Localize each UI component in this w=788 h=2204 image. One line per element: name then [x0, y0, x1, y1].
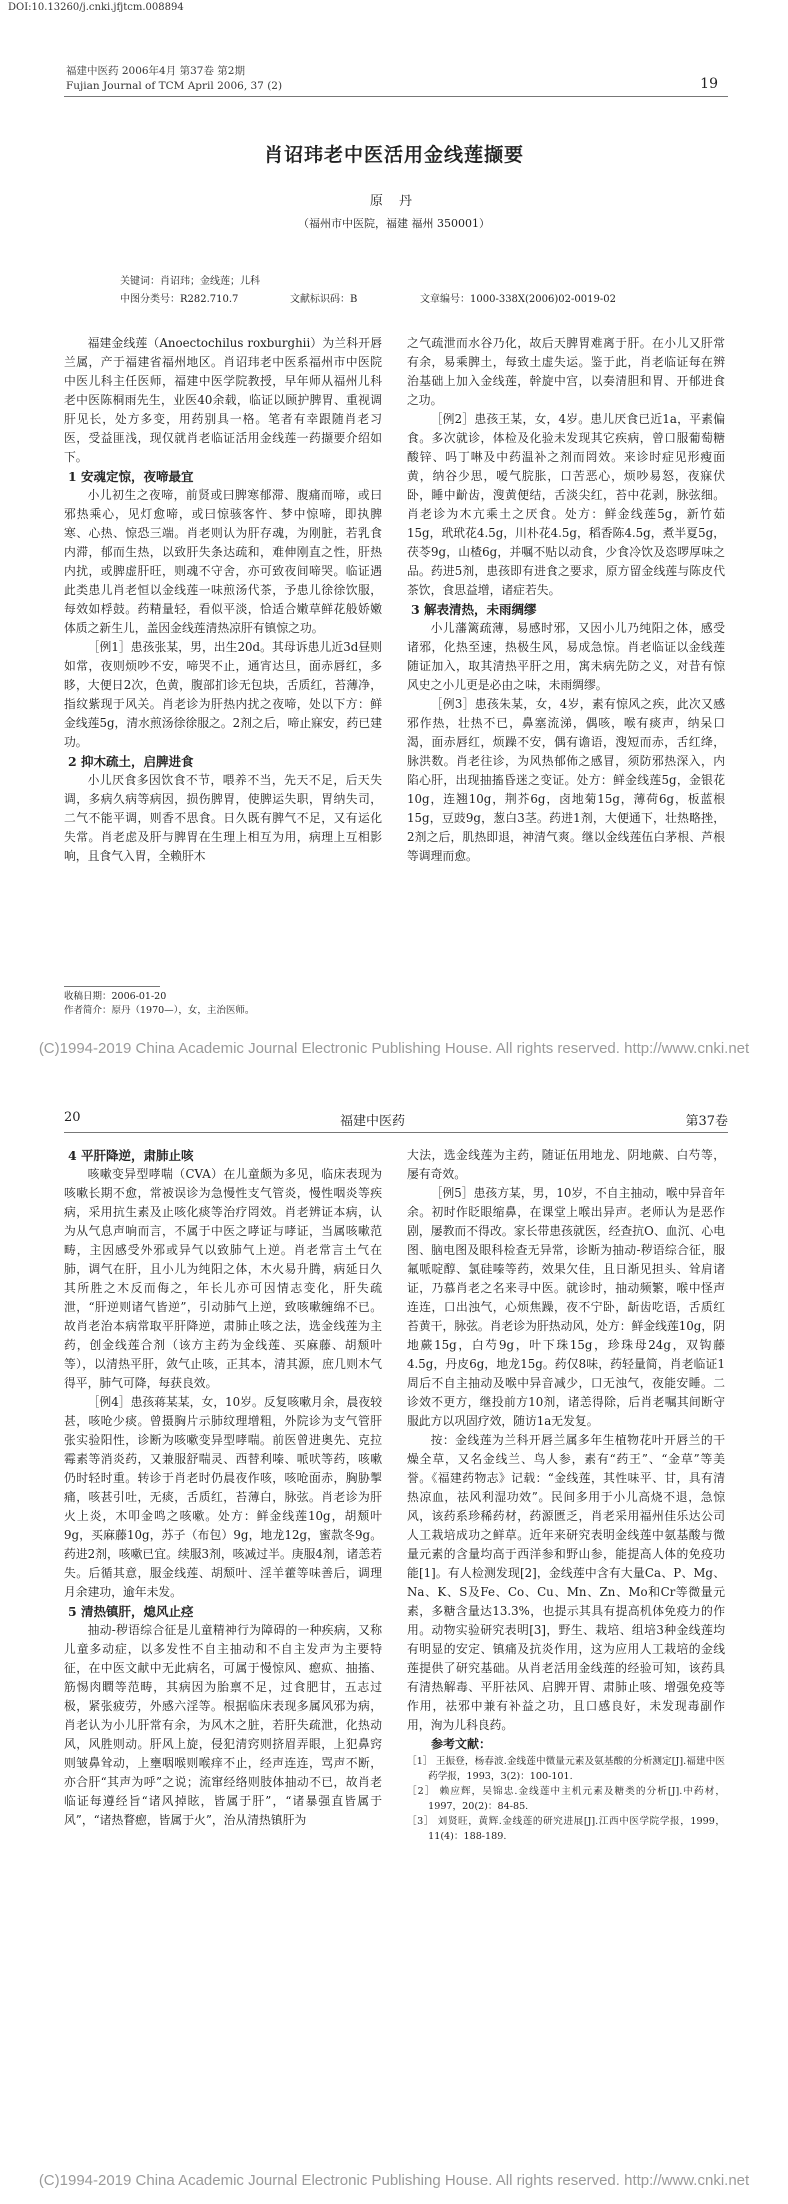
reference-list: [407, 1754, 725, 1844]
reference-item: ［1］ 王振登，杨春波.金线莲中微量元素及氨基酸的分析测定[J].福建中医药学报，1993，3(2)：100-101.: [407, 1756, 725, 1782]
section-heading: 1 安魂定惊，夜啼最宜: [68, 469, 194, 484]
paragraph: 咳嗽变异型哮喘（CVA）在儿童颇为多见，临床表现为咳嗽长期不愈，常被误诊为急慢性支气管炎，慢性咽炎等疾病，采用抗生素及止咳化痰等治疗罔效。肖老辨证本病，认为从气息声响而言，不属于中医之哮证与哮证，当属咳嗽范畴，主因感受外邪或异气以致肺气上逆。肖老常言土气在肺，调气在肝，且小儿为纯阳之体，木火易升腾，病延日久其所胜之木反而侮之，年长儿亦可因情志变化，肝失疏泄，“肝逆则诸气皆逆”，引动肺气上逆，致咳嗽缠绵不已。故肖老治本病常取平肝降逆，肃肺止咳之法，选金线莲为主药，创金线莲合剂（该方主药为金线莲、买麻藤、胡颓叶等），以清热平肝，敛气止咳，正其本，清其源，庶几则木气得平，肺气可降，每获良效。: [64, 1167, 382, 1390]
left-column: [64, 334, 382, 866]
left-column: [64, 1146, 382, 1830]
copyright-watermark: (C)1994-2019 China Academic Journal Electronic Publishing House. All rights reserved. http://www.cnki.net: [38, 1040, 750, 1057]
journal-name-cn: 福建中医药 2006年4月 第37卷 第2期: [66, 65, 245, 77]
case-paragraph: ［例5］患孩方某，男，10岁，不自主抽动，喉中异音年余。初时作眨眼缩鼻，在课堂上喉出异声。老师认为是恶作剧，屡教而不得改。家长带患孩就医，经查抗O、血沉、心电图、脑电图及眼科检查无异常，诊断为抽动-秽语综合征，服氟哌啶醇、氯硅嗪等药，效果欠佳，且日渐见担头、耸肩诸证，乃慕肖老之名来寻中医。就诊时，抽动频繁，喉中怪声连连，口出浊气，心烦焦躁，夜不宁卧，龂齿吃语，舌质红苔黄干，脉弦。肖老诊为肝热动风，处方：鲜金线莲10g，阴地蕨15g，白芍9g，叶下珠15g，珍珠母24g，双钩藤4.5g，丹皮6g，地龙15g。药仅8味，药轻量简，肖老临证1周后不自主抽动及喉中异音减少，口无浊气，夜能安睡。二诊效不更方，继投前方10剂，诸恙得除，后肖老嘱其间断守服此方以巩固疗效，随访1a无发复。: [407, 1186, 725, 1428]
article-number: 文章编号：1000-338X(2006)02-0019-02: [420, 294, 616, 305]
footnote-date: 收稿日期：2006-01-20: [64, 991, 167, 1002]
references-heading: 参考文献：: [431, 1737, 492, 1751]
case-paragraph: ［例4］患孩蒋某某，女，10岁。反复咳嗽月余，晨夜较甚，咳呛少痰。曾摄胸片示肺纹理增粗，外院诊为支气管肝张实验阳性，诊断为咳嗽变异型哮喘。前医曾进奥先、克拉霉素等消炎药，又兼服舒喘灵、西替利嗪、哌吠等药，咳嗽仍时轻时重。转诊于肖老时仍晨夜作咳，咳呛面赤，胸胁掣痛，咳甚引吐，无痰，舌质红，苔薄白，脉弦。肖老诊为肝火上炎，木叩金鸣之咳嗽。处方：鲜金线莲10g，胡颓叶9g，买麻藤10g，苏子（布包）9g，地龙12g，蜜款冬9g。药进2剂，咳嗽已宜。续服3剂，咳减过半。庚服4剂，诸恙若失。后循其意，服金线莲、胡颓叶、淫羊藿等味善后，调理月余建功，逾年未发。: [64, 1395, 382, 1599]
doi-label: DOI:10.13260/j.cnki.jfjtcm.008894: [8, 2, 184, 13]
clc-number: 中图分类号：R282.710.7: [120, 294, 239, 305]
header-rule: [64, 96, 728, 97]
affiliation: （福州市中医院，福建 福州 350001）: [298, 217, 490, 230]
page-number: 20: [64, 1110, 81, 1125]
section-heading: 2 抑木疏土，启脾进食: [68, 754, 194, 769]
doc-code: 文献标识码：B: [290, 294, 358, 305]
commentary-paragraph: 按：金线莲为兰科开唇兰属多年生植物花叶开唇兰的干燥全草，又名金线兰、鸟人参，素有“药王”、“金草”等美誉。《福建药物志》记载：“金线莲，其性味平、甘，具有清热凉血，祛风利湿功效”。民间多用于小儿高烧不退，急惊风，该药系珍稀药材，药源匮乏，肖老采用福州佳乐达公司人工栽培成功之鲜草。近年来研究表明金线莲中氨基酸与微量元素的含量均高于西洋参和野山参，能提高人体的免疫功能[1]。有人检测发现[2]，金线莲中含有大量Ca、P、Mg、Na、K、S及Fe、Co、Cu、Mn、Zn、Mo和Cr等微量元素，多糖含量达13.3%，也提示其具有提高机体免疫力的作用。动物实验研究表明[3]，野生、栽培、组培3种金线莲均有明显的安定、镇痛及抗炎作用，这为应用人工栽培的金线莲提供了研究基础。从肖老活用金线莲的经验可知，该药具有清热解毒、平肝祛风、启脾开胃、肃肺止咳、增强免疫等作用，祛邪中兼有补益之功，且口感良好，未发现毒副作用，洵为儿科良药。: [407, 1433, 725, 1732]
paragraph: 之气疏泄而水谷乃化，故后天脾胃难离于肝。在小儿又肝常有余，易乘脾土，每致土虚失运。鉴于此，肖老临证每在辨治基础上加入金线莲，幹旋中宫，以奏清胆和胃、开郁进食之功。: [407, 336, 725, 407]
section-heading: 3 解表清热，未雨绸缪: [411, 602, 537, 617]
footnote-author: 作者简介：原丹（1970—），女，主治医师。: [64, 1005, 255, 1016]
reference-item: ［3］ 刘贤旺，黄辉.金线莲的研究进展[J].江西中医学院学报，1999，11(4)：188-189.: [407, 1816, 725, 1842]
copyright-watermark: (C)1994-2019 China Academic Journal Electronic Publishing House. All rights reserved. http://www.cnki.net: [38, 2172, 750, 2189]
keywords: 关键词：肖诏玮；金线莲；儿科: [120, 276, 260, 287]
page-20: [0, 1092, 788, 2204]
footnote-rule: [64, 986, 160, 987]
paragraph: 大法，选金线莲为主药，随证伍用地龙、阴地蕨、白芍等，屡有奇效。: [407, 1148, 725, 1181]
paragraph: 小儿藩篱疏薄，易感时邪，又因小儿乃纯阳之体，感受诸邪，化热至速，热极生风，易成急惊。肖老临证以金线莲随证加入，取其清热平肝之用，寓未病先防之义，对昔有惊风史之小儿更是必由之味，未雨绸缪。: [407, 621, 725, 692]
section-heading: 5 清热镇肝，熄风止痉: [68, 1604, 194, 1619]
page-number: 19: [700, 76, 718, 92]
paragraph: 抽动-秽语综合征是儿童精神行为障碍的一种疾病，又称儿童多动症，以多发性不自主抽动和不自主发声为主要特征，在中医文献中无此病名，可属于慢惊风、瘛疭、抽搐、筋惕肉瞤等范畴，其病因为胎禀不足，过食肥甘，五志过极，紧张疲劳，外感六淫等。根据临床表现多属风邪为病，肖老认为小儿肝常有余，为风木之脏，若肝失疏泄，化热动风，风胜则动。肝风上旋，侵犯清窍则挤眉弄眼，上犯鼻窍则皱鼻耸动，上壅咽喉则喉痒不止，经声连连，骂声不断，亦合肝“其声为呼”之说；流窜经络则肢体抽动不已，故肖老临证每遵经旨“诸风掉眩，皆属于肝”，“诸暴强直皆属于风”，“诸热瞀瘛，皆属于火”，治从清热镇肝为: [64, 1623, 382, 1827]
volume-label: 第37卷: [685, 1114, 728, 1129]
page-19: [0, 0, 788, 1090]
journal-header: [66, 64, 282, 94]
article-title: 肖诏玮老中医活用金线莲撷要: [263, 144, 524, 166]
paragraph: 小儿初生之夜啼，前贤或曰脾寒郁滞、腹痛而啼，或曰邪热乘心，见灯愈啼，或曰惊骇客忤、梦中惊啼，即执脾寒、心热、惊恐三端。肖老则认为肝存魂，为刚脏，若乳食内滞，郁而生热，以致肝失条达疏和，难伸刚直之性，肝热内扰，或脾虚肝旺，则魂不守舍，亦可致夜间啼哭。临证遇此类患儿肖老恒以金线莲一味煎汤代茶，予患儿徐徐饮服，每效如桴鼓。药精量轻，看似平淡，恰适合嫩草鲜花般娇嫩体质之新生儿，盖因金线莲清热凉肝有镇惊之功。: [64, 488, 382, 635]
intro-paragraph: 福建金线莲（Anoectochilus roxburghii）为兰科开唇兰属，产于福建省福州地区。肖诏玮老中医系福州市中医院中医儿科主任医师，福建中医学院教授，早年师从福州儿科老中医陈桐雨先生，业医40余载，临证以顾护脾胃、重视调肝见长，处方多变，用药别具一格。笔者有幸跟随肖老习医，受益匪浅，现仅就肖老临证活用金线莲一药撷要介绍如下。: [64, 336, 382, 464]
journal-name: 福建中医药: [340, 1114, 406, 1129]
reference-item: ［2］ 赖应辉，吴锦忠.金线莲中主机元素及糖类的分析[J].中药材，1997，20(2)：84-85.: [407, 1786, 725, 1812]
paragraph: 小儿厌食多因饮食不节，喂养不当，先天不足，后天失调，多病久病等病因，损伤脾胃，使脾运失职，胃纳失司，二气不能平调，则香不思食。日久既有脾气不足，又有运化失常。肖老虑及肝与脾胃在生理上相互为用，病理上互相影响，且食气入胃，全赖肝木: [64, 773, 382, 863]
case-paragraph: ［例2］患孩王某，女，4岁。患儿厌食已近1a，平素偏食。多次就诊，体检及化验未发现其它疾病，曾口服葡萄糖酸锌、吗丁啉及中药温补之剂而罔效。来诊时症见形瘦面黄，纳谷少思，嗳气脘胀，口苦恶心，烦吵易怒，夜寐伏卧，睡中齘齿，溲黄便结，舌淡尖红，苔中花剥，脉弦细。肖老诊为木亢乘土之厌食。处方：鲜金线莲5g，新竹茹15g，玳玳花4.5g，川朴花4.5g，稻香陈4.5g，煮半夏5g，茯苓9g，山楂6g，并嘱不贴以动食，少食冷饮及恣啰厚味之品。药进5剂，患孩即有进食之要求，原方留金线莲与陈皮代茶饮，食思益增，诸症若失。: [407, 412, 725, 597]
right-column: [407, 334, 725, 866]
right-column: [407, 1146, 725, 1844]
author-name: 原 丹: [369, 194, 419, 209]
section-heading: 4 平肝降逆，肃肺止咳: [68, 1148, 194, 1163]
header-rule: [64, 1132, 728, 1133]
case-paragraph: ［例3］患孩朱某，女，4岁，素有惊风之疾，此次又感邪作热，壮热不已，鼻塞流涕，偶咳，喉有痰声，纳呆口渴，面赤唇红，烦躁不安，偶有谵语，溲短而赤，舌红绛，脉洪数。肖老往诊，为风热郁佈之感冒，须防邪热深入，内陷心肝，出现抽搐昏迷之变证。处方：鲜金线莲5g，金银花10g，连翘10g，荆芥6g，卤地菊15g，薄荷6g，板蓝根15g，豆豉9g，葱白3茎。药进1剂，大便通下，壮热略挫，2剂之后，肌热即退，神清气爽。继以金线莲伍白茅根、芦根等调理而愈。: [407, 697, 725, 863]
case-paragraph: ［例1］患孩张某，男，出生20d。其母诉患儿近3d昼则如常，夜则烦吵不安，啼哭不止，通宵达旦，面赤唇红，多眵，大便日2次，色黄，腹部扪诊无包块，舌质红，苔薄净，指纹紫现于风关。肖老诊为肝热内扰之夜啼，处以下方：鲜金线莲5g，清水煎汤徐徐服之。2剂之后，啼止寐安，药已建功。: [64, 640, 382, 749]
journal-name-en: Fujian Journal of TCM April 2006, 37 (2): [66, 80, 283, 92]
